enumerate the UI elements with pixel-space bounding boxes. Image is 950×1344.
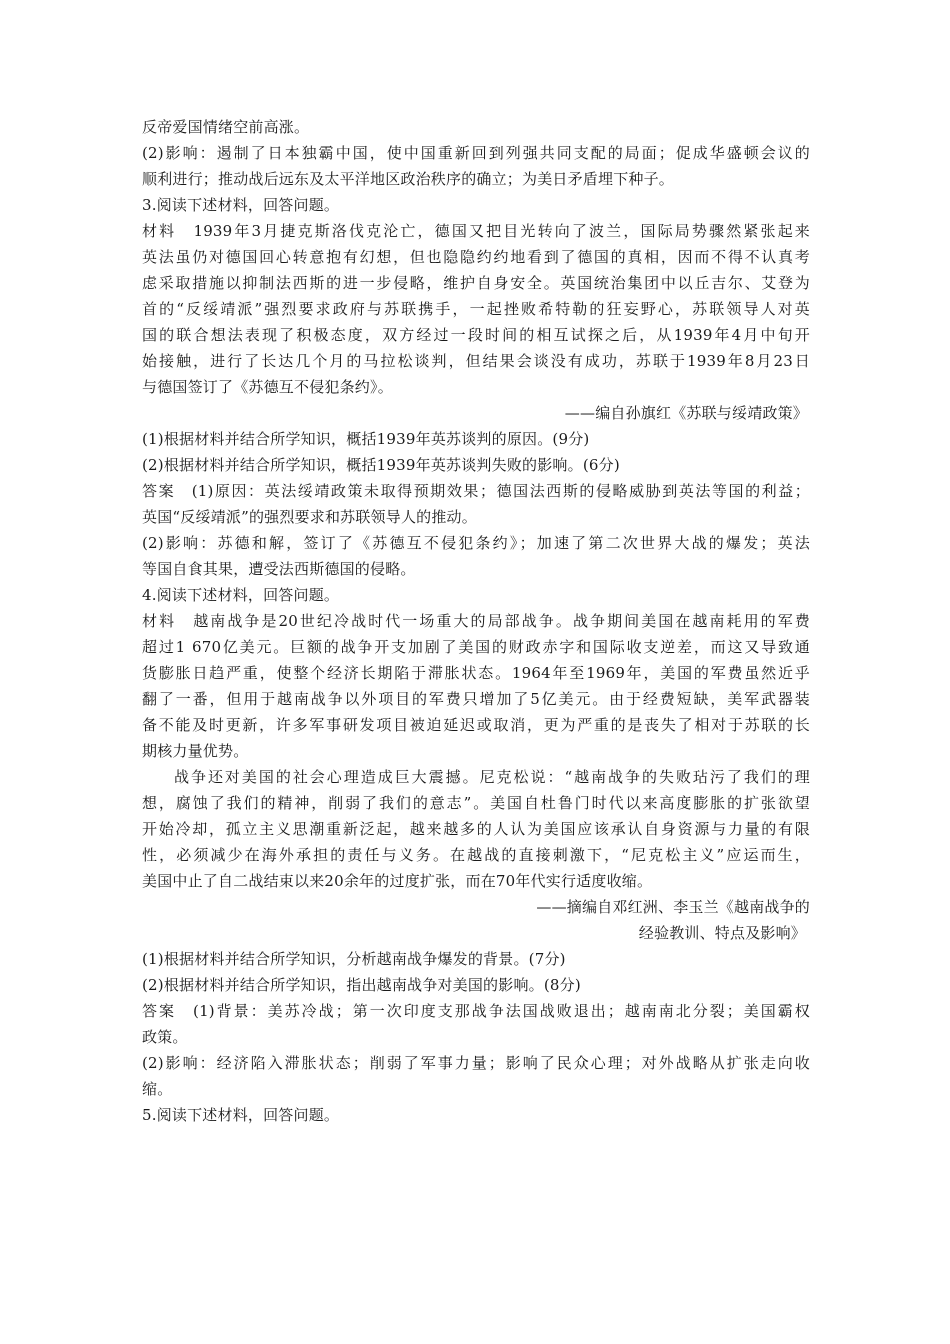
text-line: 经验教训、特点及影响》	[638, 924, 806, 942]
text-line: 始接触，进行了长达几个月的马拉松谈判，但结果会谈没有成功，苏联于1939年8月23日	[142, 352, 810, 370]
text-line: 性，必须减少在海外承担的责任与义务。在越战的直接刺激下，“尼克松主义”应运而生，	[142, 846, 810, 864]
text-line: 国的联合想法表现了积极态度，双方经过一段时间的相互试探之后，从1939年4月中旬开	[142, 326, 810, 344]
text-line: 首的“反绥靖派”强烈要求政府与苏联携手，一起挫败希特勒的狂妄野心，苏联领导人对英	[142, 300, 810, 318]
text-line: 顺利进行；推动战后远东及太平洋地区政治秩序的确立；为美日矛盾埋下种子。	[142, 170, 675, 188]
text-line: (2)根据材料并结合所学知识，概括1939年英苏谈判失败的影响。(6分)	[142, 456, 620, 474]
text-line: 4.阅读下述材料，回答问题。	[142, 586, 340, 604]
text-line: 等国自食其果，遭受法西斯德国的侵略。	[142, 560, 416, 578]
text-line: ——摘编自邓红洲、李玉兰《越南战争的	[536, 898, 810, 916]
text-line: 英国“反绥靖派”的强烈要求和苏联领导人的推动。	[142, 508, 477, 526]
text-line: (2)影响：遏制了日本独霸中国，使中国重新回到列强共同支配的局面；促成华盛顿会议的	[142, 144, 810, 162]
text-line: 5.阅读下述材料，回答问题。	[142, 1106, 340, 1124]
text-line: (1)根据材料并结合所学知识，概括1939年英苏谈判的原因。(9分)	[142, 430, 590, 448]
text-line: 战争还对美国的社会心理造成巨大震撼。尼克松说：“越南战争的失败玷污了我们的理	[174, 768, 810, 786]
text-line: 期核力量优势。	[142, 742, 249, 760]
text-line: (2)影响：苏德和解，签订了《苏德互不侵犯条约》；加速了第二次世界大战的爆发；英法	[142, 534, 810, 552]
text-line: 缩。	[142, 1080, 173, 1098]
text-line: 超过1 670亿美元。巨额的战争开支加剧了美国的财政赤字和国际收支逆差，而这又导致通	[142, 638, 810, 656]
text-line: 材料 1939年3月捷克斯洛伐克沦亡，德国又把目光转向了波兰，国际局势骤然紧张起来	[142, 222, 810, 240]
text-line: (1)根据材料并结合所学知识，分析越南战争爆发的背景。(7分)	[142, 950, 566, 968]
text-line: 虑采取措施以抑制法西斯的进一步侵略，维护自身安全。英国统治集团中以丘吉尔、艾登为	[142, 274, 810, 292]
text-line: 货膨胀日趋严重，使整个经济长期陷于滞胀状态。1964年至1969年，美国的军费虽然近乎	[142, 664, 810, 682]
text-line: 想，腐蚀了我们的精神，削弱了我们的意志”。美国自杜鲁门时代以来高度膨胀的扩张欲望	[142, 794, 810, 812]
text-line: 答案 (1)背景：美苏冷战；第一次印度支那战争法国战败退出；越南南北分裂；美国霸权	[142, 1002, 810, 1020]
text-line: 翻了一番，但用于越南战争以外项目的军费只增加了5亿美元。由于经费短缺，美军武器装	[142, 690, 810, 708]
text-line: 反帝爱国情绪空前高涨。	[142, 118, 310, 136]
text-line: (2)根据材料并结合所学知识，指出越南战争对美国的影响。(8分)	[142, 976, 581, 994]
text-line: ——编自孙旗红《苏联与绥靖政策》	[564, 404, 808, 422]
text-line: 3.阅读下述材料，回答问题。	[142, 196, 340, 214]
text-line: 英法虽仍对德国回心转意抱有幻想，但也隐隐约约地看到了德国的真相，因而不得不认真考	[142, 248, 810, 266]
text-line: 答案 (1)原因：英法绥靖政策未取得预期效果；德国法西斯的侵略威胁到英法等国的利益；	[142, 482, 810, 500]
text-line: 政策。	[142, 1028, 188, 1046]
text-line: 与德国签订了《苏德互不侵犯条约》。	[142, 378, 393, 396]
text-line: 开始冷却，孤立主义思潮重新泛起，越来越多的人认为美国应该承认自身资源与力量的有限	[142, 820, 810, 838]
document-page	[142, 114, 810, 1128]
text-line: 美国中止了自二战结束以来20余年的过度扩张，而在70年代实行适度收缩。	[142, 872, 653, 890]
text-line: (2)影响：经济陷入滞胀状态；削弱了军事力量；影响了民众心理；对外战略从扩张走向收	[142, 1054, 810, 1072]
text-line: 备不能及时更新，许多军事研发项目被迫延迟或取消，更为严重的是丧失了相对于苏联的长	[142, 716, 810, 734]
text-line: 材料 越南战争是20世纪冷战时代一场重大的局部战争。战争期间美国在越南耗用的军费	[142, 612, 810, 630]
